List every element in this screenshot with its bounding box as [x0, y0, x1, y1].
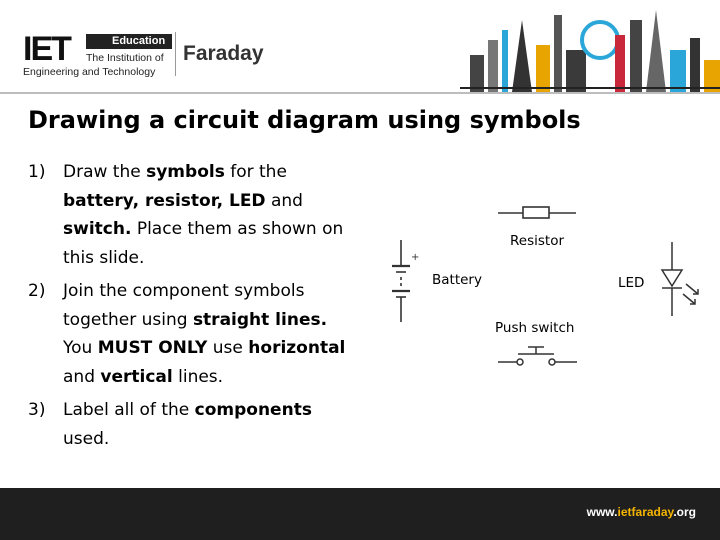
step-text: for the	[224, 162, 287, 182]
led-label: LED	[618, 275, 645, 291]
engineering-skyline-illustration	[460, 0, 720, 92]
instruction-list	[28, 158, 358, 458]
resistor-label: Resistor	[510, 233, 564, 249]
url-suffix: .org	[673, 505, 696, 519]
step-text: use	[207, 338, 249, 358]
faraday-brand: Faraday	[183, 42, 264, 65]
step-text: and	[63, 366, 101, 387]
step-text: Place them as shown on this slide.	[63, 219, 344, 268]
step-emphasis: components	[194, 400, 312, 420]
battery-plus-sign: +	[411, 252, 420, 263]
component-symbols-diagram	[380, 190, 720, 380]
slide-title: Drawing a circuit diagram using symbols	[28, 106, 581, 134]
step-emphasis: vertical	[100, 366, 173, 387]
symbols-canvas	[380, 190, 720, 380]
step-emphasis: horizontal	[248, 338, 346, 358]
footer-bar	[0, 488, 720, 540]
institution-line-2: Engineering and Technology	[23, 66, 156, 78]
url-prefix: www.	[586, 505, 618, 519]
battery-label: Battery	[432, 272, 482, 288]
instruction-step-2	[28, 277, 358, 391]
step-number: 3)	[28, 400, 46, 420]
education-badge: Education	[86, 34, 172, 49]
step-text: used.	[63, 428, 110, 449]
header-banner	[0, 0, 720, 94]
step-text: Label all of the	[63, 400, 195, 420]
step-emphasis: switch.	[63, 219, 132, 239]
website-link[interactable]	[587, 505, 696, 519]
logo-divider	[175, 32, 176, 76]
push-switch-symbol	[498, 347, 577, 365]
step-text: Join the component symbols together using	[63, 281, 305, 330]
step-text: Draw the	[63, 162, 147, 182]
step-emphasis: straight lines.	[192, 309, 328, 330]
step-emphasis: symbols	[146, 162, 225, 182]
battery-symbol	[392, 240, 410, 322]
step-emphasis: MUST ONLY	[97, 338, 208, 358]
step-number: 1)	[28, 162, 46, 182]
led-symbol	[662, 242, 698, 316]
step-text: and	[265, 190, 303, 211]
iet-logo-mark: IET	[23, 30, 70, 68]
resistor-symbol	[498, 207, 576, 218]
step-emphasis: battery, resistor, LED	[63, 190, 266, 211]
push-switch-label: Push switch	[495, 320, 575, 336]
step-text: You	[63, 338, 98, 358]
instruction-step-1	[28, 158, 358, 272]
url-accent: ietfaraday	[617, 505, 674, 519]
instruction-step-3	[28, 396, 358, 453]
institution-line-1: The Institution of	[86, 52, 164, 64]
step-number: 2)	[28, 281, 46, 301]
step-text: lines.	[172, 366, 224, 387]
